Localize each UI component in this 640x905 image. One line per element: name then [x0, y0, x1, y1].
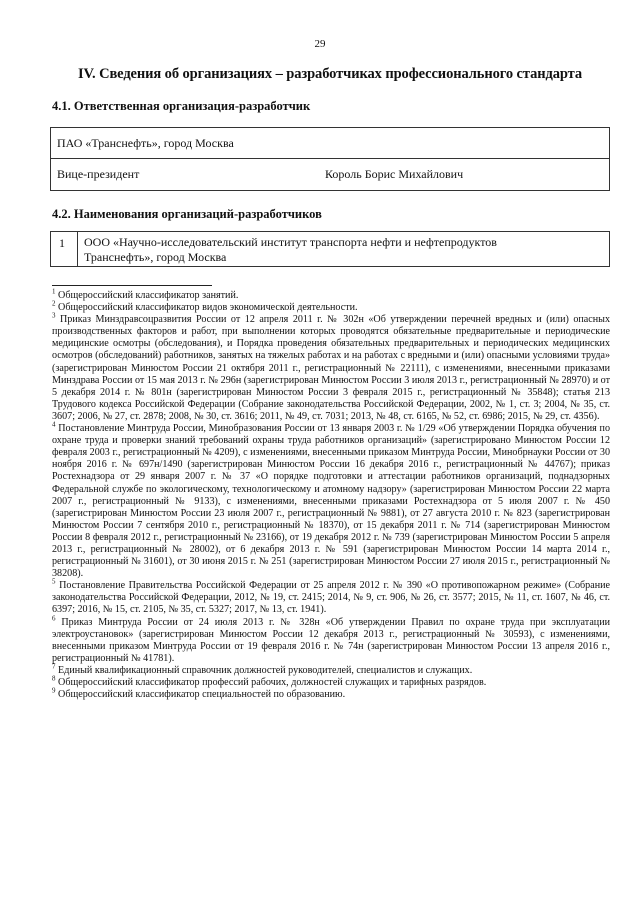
footnote	[52, 674, 610, 689]
section-title: IV. Сведения об организациях – разработчиках профессионального стандарта	[77, 66, 583, 82]
developer-org-name-line-2: Транснефть», город Москва	[84, 250, 227, 264]
footnote-text: Общероссийский классификатор видов экономической деятельности.	[58, 302, 358, 314]
footnote-mark: 3	[52, 311, 56, 320]
footnote-mark: 6	[52, 614, 56, 623]
footnote	[52, 420, 610, 580]
responsible-signatory-row	[51, 158, 609, 189]
footnote	[52, 287, 610, 302]
footnote-text: Общероссийский классификатор специальностей по образованию.	[58, 689, 346, 701]
responsible-org-name: ПАО «Транснефть», город Москва	[57, 136, 234, 150]
developer-row-number: 1	[59, 236, 65, 250]
footnote-mark: 8	[52, 674, 56, 683]
footnote-mark: 7	[52, 662, 56, 671]
footnote-mark: 4	[52, 420, 56, 429]
footnote-mark: 2	[52, 299, 56, 308]
developer-row-number-cell	[51, 232, 78, 266]
footnote-text: Приказ Минтруда России от 24 июля 2013 г. № 328н «Об утверждении Правил по охране труда при эксплуатации электроустановок» (зарегистрирован Минюстом России 12 декабря 2013 г., регистрационный № 30593), с изменениями, внесенными приказом Минтруда России от 19 февраля 2016 г. № 74н (зарегистрирован Минюстом России 13 апреля 2016 г., регистрационный № 41781).	[52, 616, 610, 664]
footnote-text: Единый квалификационный справочник должностей руководителей, специалистов и служащих.	[58, 664, 473, 676]
footnote-separator	[52, 285, 212, 286]
footnote-mark: 9	[52, 686, 56, 695]
footnote-text: Постановление Минтруда России, Минобразования России от 13 января 2003 г. № 1/29 «Об утверждении Порядка обучения по охране труда и проверки знаний требований охраны труда работников организаций» (зарегистрировано Минюстом России 12 февраля 2003 г., регистрационный № 4209), с изменениями, внесенными приказом Минтруда России, Минобрнауки России от 30 ноября 2016 г. № 697н/1490 (зарегистрирован Минюстом России 16 декабря 2016 г., регистрационный № 44767); приказ Ростехнадзора от 29 января 2007 г. № 37 «О порядке подготовки и аттестации работников организаций, поднадзорных Федеральной службе по экологическому, технологическому и атомному надзору» (зарегистрирован Минюстом России 22 марта 2007 г., регистрационный № 9133), с изменениями, внесенными приказами Ростехнадзора от 5 июля 2007 г. № 450 (зарегистрирован Минюстом России 23 июля 2007 г., регистрационный № 9881), от 27 августа 2010 г. № 823 (зарегистрирован Минюстом России 7 сентября 2010 г., регистрационный № 18370), от 15 декабря 2011 г. № 714 (зарегистрирован Минюстом России 8 февраля 2012 г., регистрационный № 23166), от 19 декабря 2012 г. № 739 (зарегистрирован Минюстом России 5 апреля 2013 г., регистрационный № 28002), от 6 декабря 2013 г. № 591 (зарегистрирован Минюстом России 14 марта 2014 г., регистрационный № 31601), от 30 июня 2015 г. № 251 (зарегистрирован Минюстом России 27 июля 2015 г., регистрационный № 38208).	[52, 423, 610, 580]
signatory-position: Вице-президент	[57, 167, 140, 181]
footnote	[52, 614, 610, 665]
developer-org-name	[84, 235, 584, 265]
responsible-org-row	[51, 128, 609, 158]
page-number: 29	[314, 38, 326, 50]
footnote	[52, 662, 610, 677]
footnote	[52, 686, 610, 701]
footnote-mark: 1	[52, 287, 56, 296]
footnote-mark: 5	[52, 577, 56, 586]
footnote-text: Постановление Правительства Российской Федерации от 25 апреля 2012 г. № 390 «О противопожарном режиме» (Собрание законодательства Российской Федерации, 2012, № 19, ст. 2415; 2014, № 9, ст. 906, № 26, ст. 3577; 2015, № 11, ст. 1607, № 46, ст. 6397; 2016, № 15, ст. 2105, № 35, ст. 5327; 2017, № 13, ст. 1941).	[52, 580, 610, 616]
responsible-org-heading: 4.1. Ответственная организация-разработчик	[52, 99, 311, 113]
responsible-org-table	[50, 127, 610, 191]
developer-org-name-line-1: ООО «Научно-исследовательский институт транспорта нефти и нефтепродуктов	[84, 235, 497, 249]
developer-orgs-table	[50, 231, 610, 267]
footnote-text: Общероссийский классификатор профессий рабочих, должностей служащих и тарифных разрядов.	[58, 677, 487, 688]
footnote-text: Общероссийский классификатор занятий.	[58, 290, 239, 301]
signatory-name: Король Борис Михайлович	[325, 167, 464, 181]
footnotes	[52, 287, 610, 701]
footnote-text: Приказ Минздравсоцразвития России от 12 апреля 2011 г. № 302н «Об утверждении перечней вредных и (или) опасных производственных факторов и работ, при выполнении которых проводятся обязательные предварительные и периодические медицинские осмотры (обследования), и Порядка проведения обязательных предварительных и периодических медицинских осмотров (обследований) работников, занятых на тяжелых работах и на работах с вредными и (или) опасными условиями труда» (зарегистрирован Минюстом России 21 октября 2011 г., регистрационный № 22111), с изменениями, внесенными приказами Минздрава России от 15 мая 2013 г. № 296н (зарегистрирован Минюстом России 3 июля 2013 г., регистрационный № 28970) и от 5 декабря 2014 г. № 801н (зарегистрирован Минюстом России 3 февраля 2015 г., регистрационный № 35848); статья 213 Трудового кодекса Российской Федерации (Собрание законодательства Российской Федерации, 2002, № 1, ст. 3; 2004, № 35, ст. 3607; 2006, № 27, ст. 2878; 2008, № 30, ст. 3616; 2011, № 49, ст. 7031; 2013, № 48, ст. 6165, № 52, ст. 6986; 2015, № 29, ст. 4356).	[52, 314, 610, 422]
footnote	[52, 299, 610, 314]
footnote	[52, 577, 610, 616]
developer-orgs-heading: 4.2. Наименования организаций-разработчиков	[52, 207, 322, 221]
footnote	[52, 311, 610, 423]
